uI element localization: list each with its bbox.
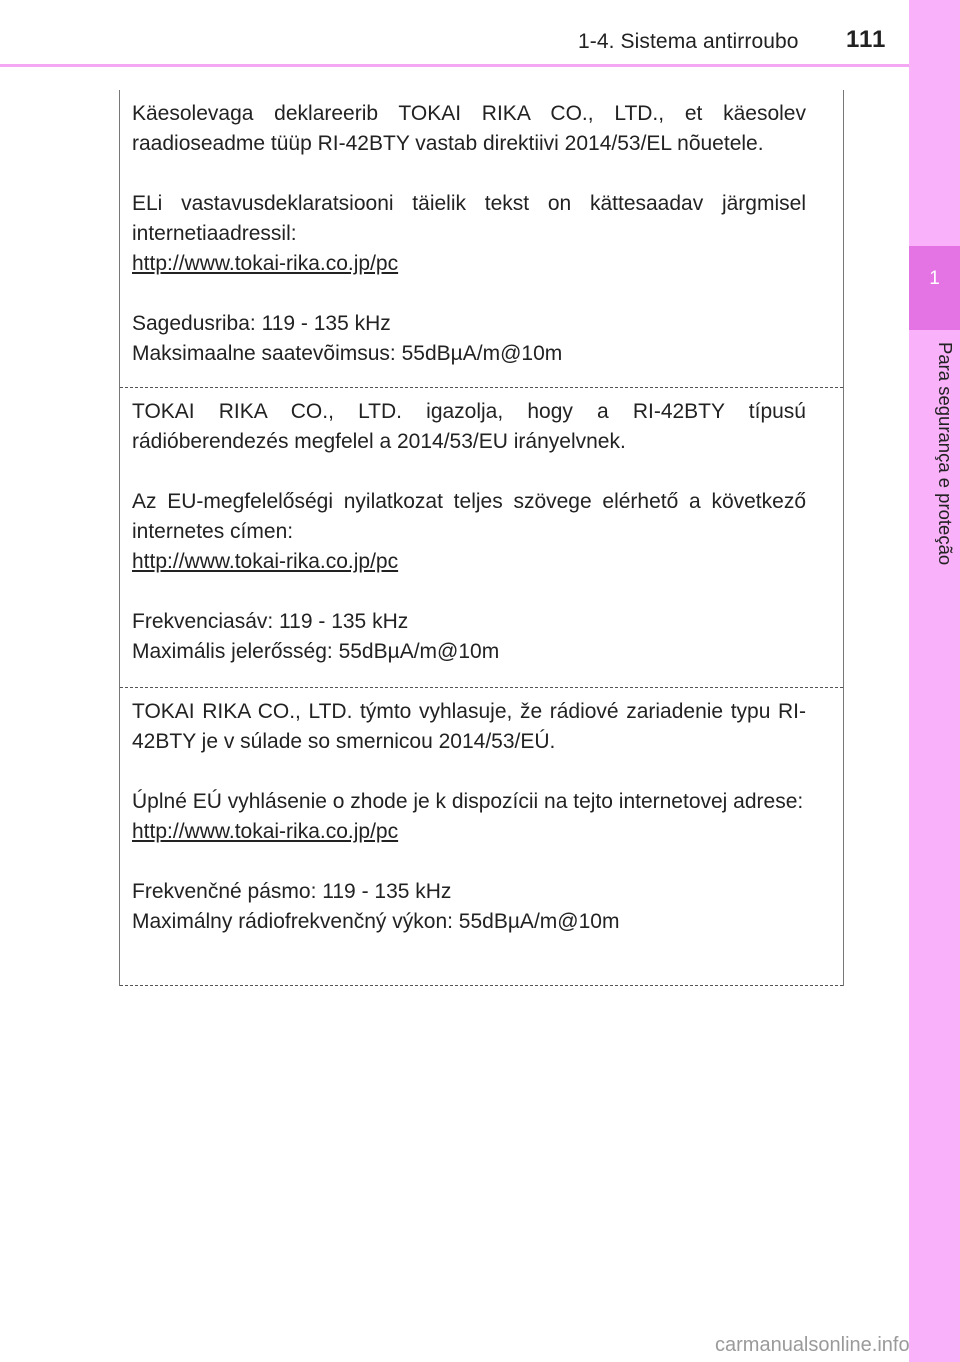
declaration-hungarian [120,388,843,688]
chapter-number: 1 [929,268,940,289]
declaration-power: Maximális jelerősség: 55dBµA/m@10m [132,640,500,663]
declaration-slovak [120,688,843,986]
declaration-link[interactable]: http://www.tokai-rika.co.jp/pc [132,820,399,843]
declaration-link[interactable]: http://www.tokai-rika.co.jp/pc [132,252,399,275]
declaration-power: Maksimaalne saatevõimsus: 55dBµA/m@10m [132,342,563,365]
page-number: 111 [846,26,887,53]
declaration-availability: Az EU-megfelelőségi nyilatkozat teljes szövege elérhető a következő internetes címen: [132,490,806,543]
declaration-statement: TOKAI RIKA CO., LTD. týmto vyhlasuje, že rádiové zariadenie typu RI-42BTY je v súlade so smernicou 2014/53/EÚ. [132,700,806,753]
chapter-title: Para segurança e proteção [935,342,956,566]
declaration-power: Maximálny rádiofrekvenčný výkon: 55dBµA/m@10m [132,910,620,933]
declarations-box [119,90,844,986]
declaration-frequency: Frekvenciasáv: 119 - 135 kHz [132,610,409,633]
header-rule [0,64,909,67]
header-section-title: 1-4. Sistema antirroubo [578,30,799,53]
watermark: carmanualsonline.info [715,1334,910,1356]
declaration-frequency: Frekvenčné pásmo: 119 - 135 kHz [132,880,452,903]
declaration-estonian [120,90,843,388]
declaration-statement: TOKAI RIKA CO., LTD. igazolja, hogy a RI-42BTY típusú rádióberendezés megfelel a 2014/53/EU irányelvnek. [132,400,806,453]
side-tab [909,0,960,1362]
declaration-link[interactable]: http://www.tokai-rika.co.jp/pc [132,550,399,573]
declaration-frequency: Sagedusriba: 119 - 135 kHz [132,312,391,335]
declaration-statement: Käesolevaga deklareerib TOKAI RIKA CO., LTD., et käesolev raadioseadme tüüp RI-42BTY vastab direktiivi 2014/53/EL nõuetele. [132,102,806,155]
declaration-availability: Úplné EÚ vyhlásenie o zhode je k dispozícii na tejto internetovej adrese: [132,790,804,813]
declaration-availability: ELi vastavusdeklaratsiooni täielik tekst on kättesaadav järgmisel internetiaadressil: [132,192,806,245]
